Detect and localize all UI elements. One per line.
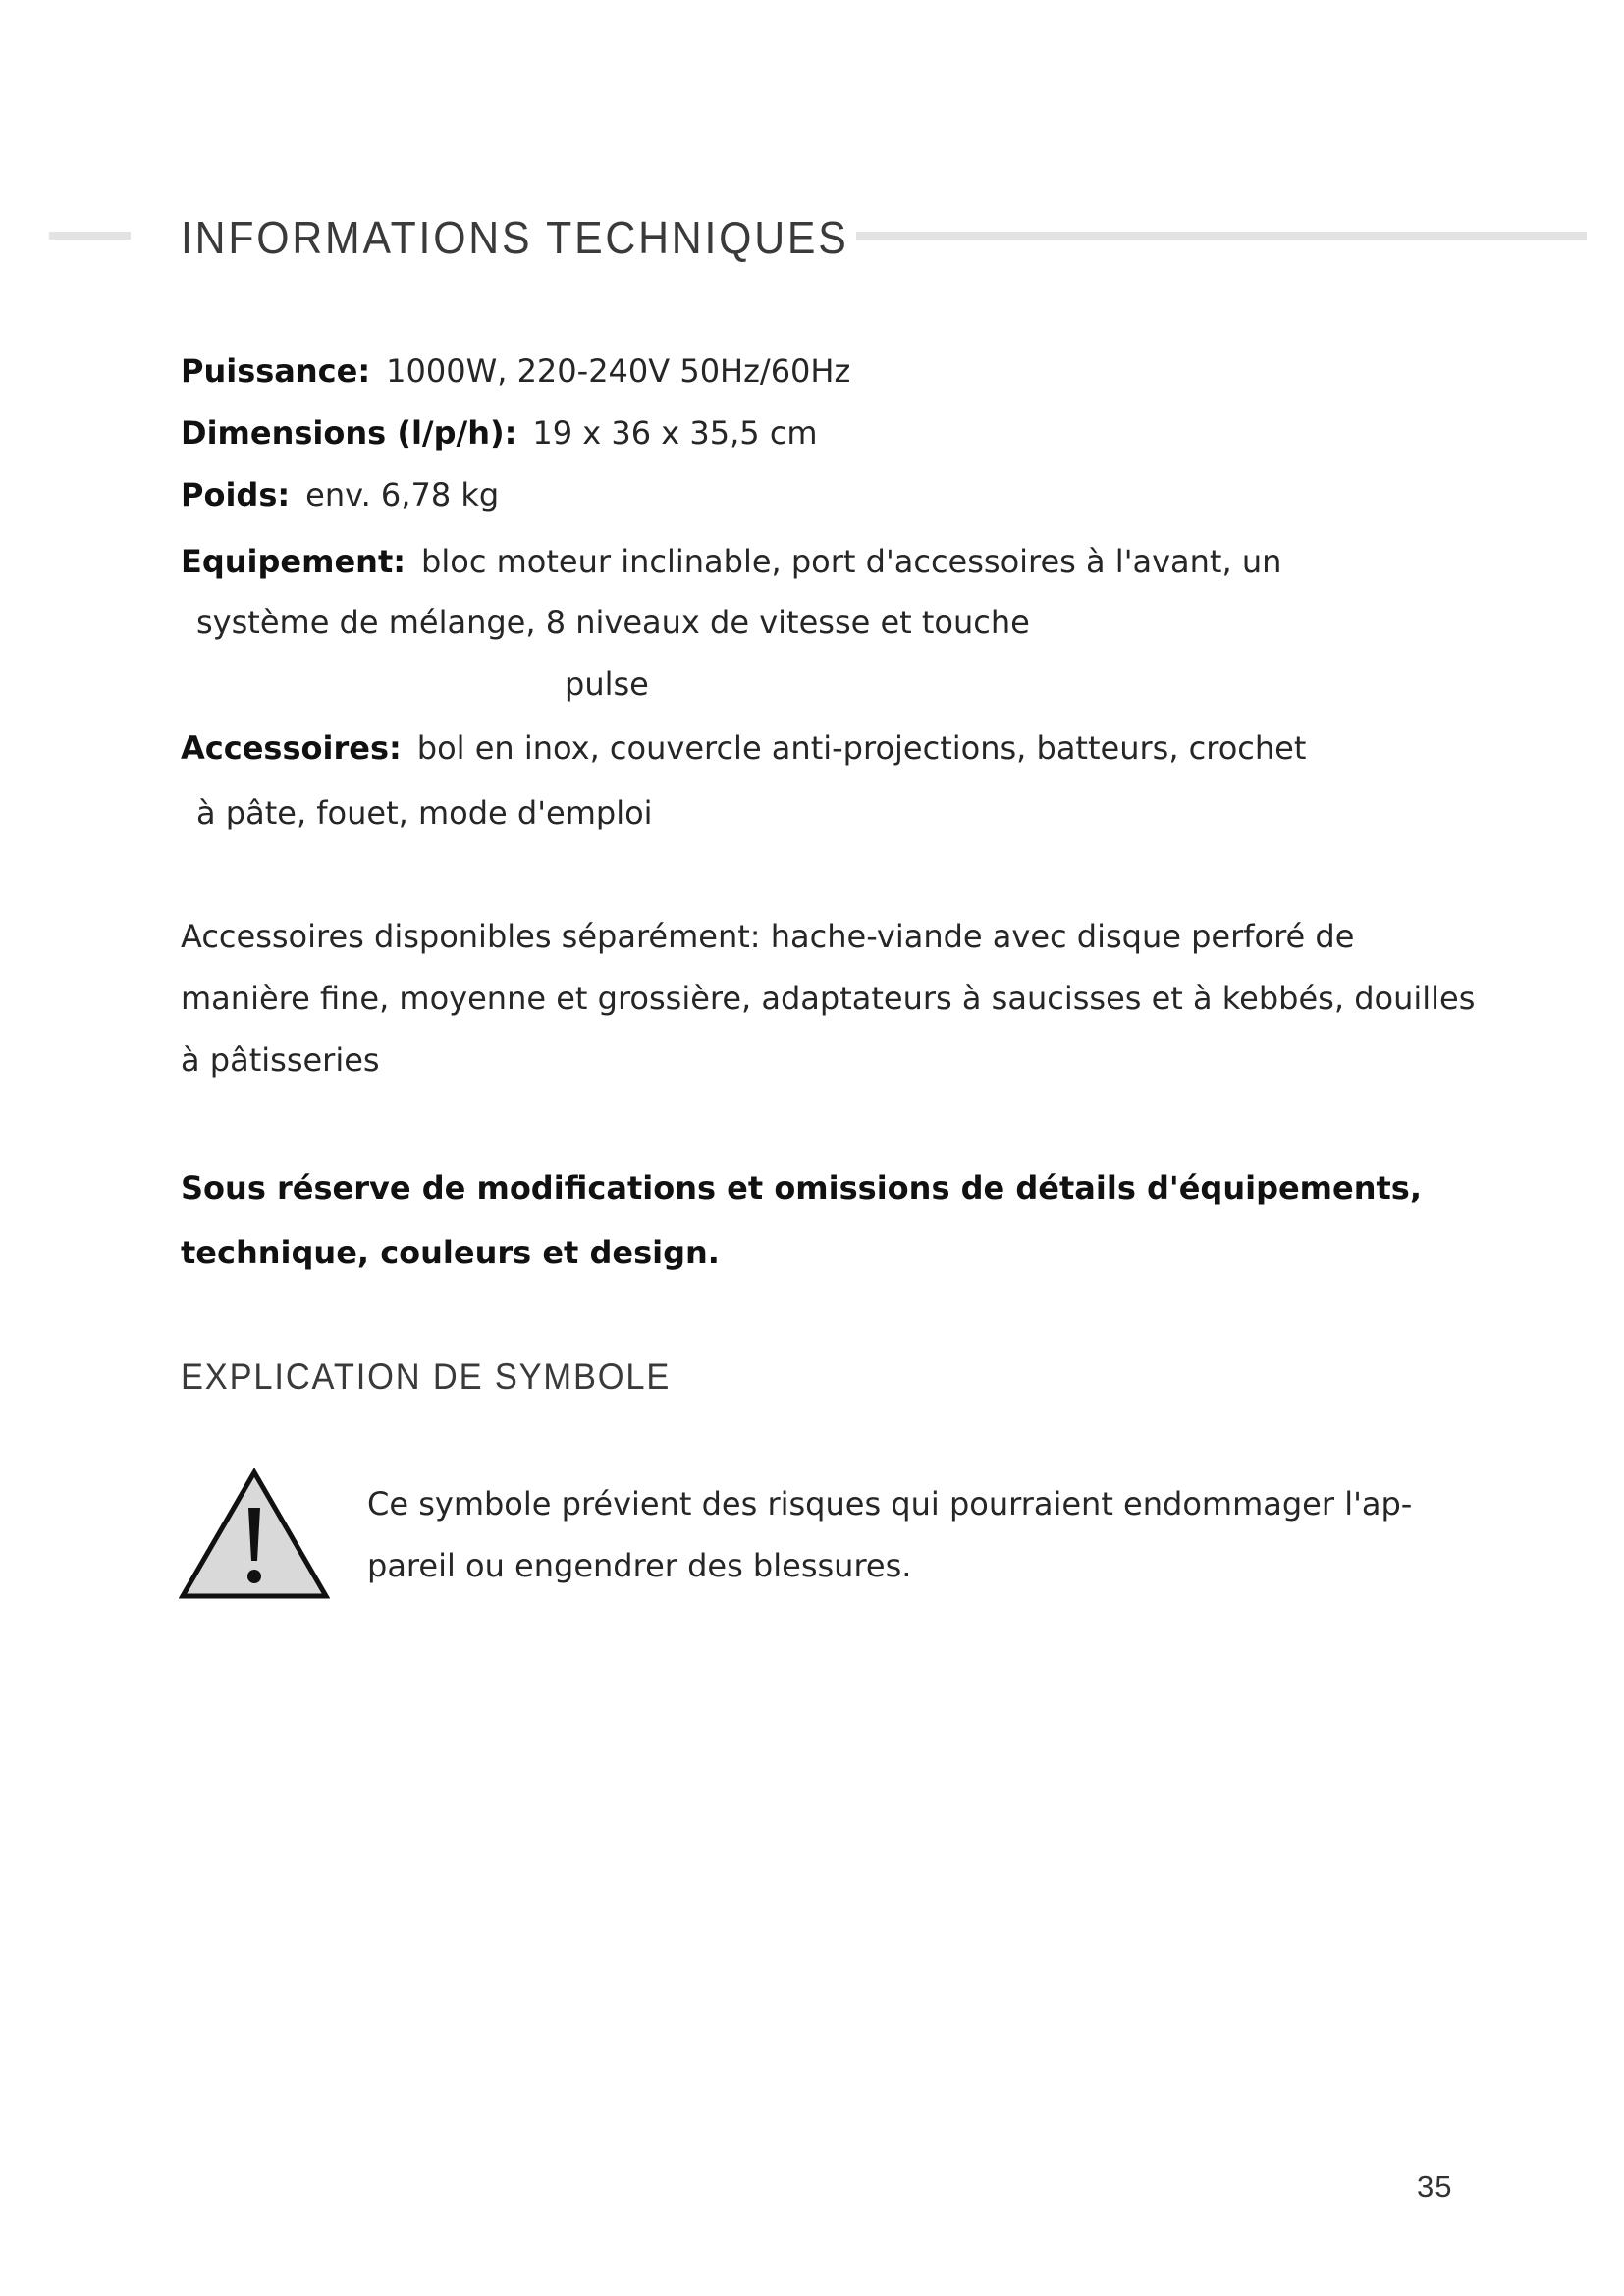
spec-poids: [181, 473, 499, 516]
spec-value: env. 6,78 kg: [305, 476, 500, 513]
disclaimer-line-2: technique, couleurs et design.: [181, 1234, 720, 1271]
spec-label: Accessoires:: [181, 729, 402, 767]
page-title: INFORMATIONS TECHNIQUES: [181, 212, 849, 263]
spec-label: Equipement:: [181, 543, 406, 580]
spec-label: Dimensions (l/p/h):: [181, 414, 517, 452]
disclaimer-line-1: Sous réserve de modifications et omissions de détails d'équipements,: [181, 1169, 1422, 1206]
spec-equipement: [181, 540, 1281, 583]
symbol-section-title: EXPLICATION DE SYMBOLE: [181, 1357, 672, 1397]
spec-equipement-line-2: système de mélange, 8 niveaux de vitesse et touche: [196, 604, 1030, 641]
spec-value: 1000W, 220-240V 50Hz/60Hz: [386, 352, 851, 390]
separate-accessories-line-2: manière fine, moyenne et grossière, adaptateurs à saucisses et à kebbés, douilles: [181, 980, 1476, 1017]
spec-label: Puissance:: [181, 352, 371, 390]
spec-equipement-line-3: pulse: [565, 666, 649, 703]
spec-value: 19 x 36 x 35,5 cm: [532, 414, 818, 452]
heading-rule-right: [856, 232, 1587, 240]
page-number: 35: [1417, 2169, 1453, 2204]
spec-accessoires: [181, 726, 1306, 770]
spec-puissance: [181, 349, 850, 393]
spec-value: bloc moteur inclinable, port d'accessoires à l'avant, un: [421, 543, 1282, 580]
heading-rule-left: [49, 232, 131, 240]
symbol-description-line-1: Ce symbole prévient des risques qui pourraient endommager l'ap-: [367, 1485, 1413, 1522]
separate-accessories-line-1: Accessoires disponibles séparément: hache-viande avec disque perforé de: [181, 918, 1355, 955]
spec-value: bol en inox, couvercle anti-projections, batteurs, crochet: [416, 729, 1307, 767]
spec-dimensions: [181, 411, 818, 454]
spec-label: Poids:: [181, 476, 291, 513]
symbol-description-line-2: pareil ou engendrer des blessures.: [367, 1547, 912, 1584]
separate-accessories-line-3: à pâtisseries: [181, 1041, 380, 1079]
warning-triangle-icon: [179, 1468, 330, 1600]
spec-accessoires-line-2: à pâte, fouet, mode d'emploi: [196, 794, 653, 831]
